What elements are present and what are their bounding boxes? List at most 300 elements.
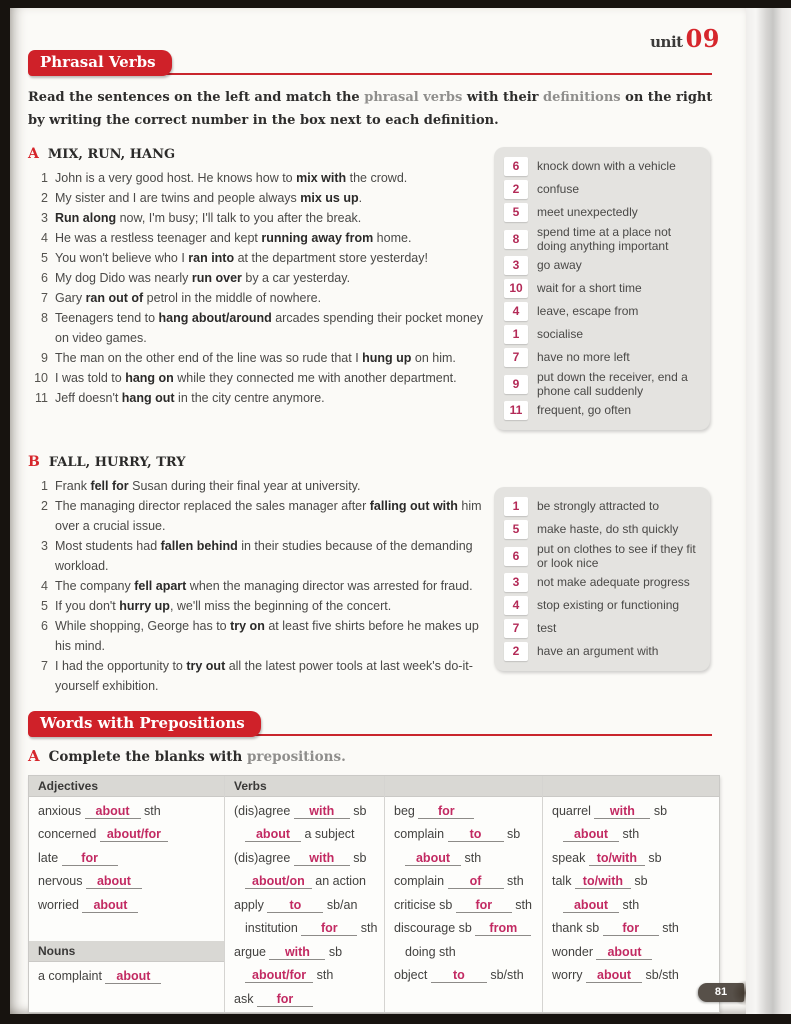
answer-number-box[interactable]: 1 bbox=[504, 325, 528, 344]
text-segment: try on bbox=[230, 618, 265, 633]
text-segment: sth bbox=[619, 897, 640, 912]
text-segment: definitions bbox=[543, 90, 621, 105]
preposition-entry bbox=[225, 847, 384, 894]
preposition-answer[interactable]: for bbox=[301, 921, 357, 936]
sentence-text bbox=[55, 348, 456, 368]
text-segment: hang on bbox=[125, 370, 174, 385]
preposition-entry bbox=[543, 917, 719, 941]
sentence-row bbox=[28, 388, 496, 408]
answer-number-box[interactable]: 5 bbox=[504, 203, 528, 222]
prepositions-exercise-heading bbox=[28, 747, 720, 765]
text-segment: (dis)agree bbox=[234, 803, 294, 818]
text-segment: sth bbox=[461, 850, 482, 865]
definition-text: leave, escape from bbox=[537, 304, 639, 319]
text-segment: sb bbox=[349, 850, 367, 865]
text-segment: hung up bbox=[362, 350, 412, 365]
sentence-number: 8 bbox=[41, 310, 48, 325]
definition-row bbox=[504, 225, 700, 254]
text-segment: institution bbox=[245, 921, 302, 935]
entry-line bbox=[38, 870, 218, 894]
section-mix-run-hang bbox=[28, 146, 720, 438]
text-segment: sb bbox=[630, 874, 648, 888]
sentence-row bbox=[28, 616, 496, 656]
sentence-text bbox=[55, 208, 361, 228]
text-segment: criticise sb bbox=[394, 897, 456, 912]
entry-line bbox=[38, 965, 218, 989]
preposition-answer[interactable]: to/with bbox=[589, 851, 645, 866]
table-header: Adjectives bbox=[29, 776, 224, 797]
sentence-number: 5 bbox=[41, 598, 48, 613]
text-segment: Complete the blanks with bbox=[48, 748, 247, 765]
preposition-answer[interactable]: from bbox=[475, 921, 531, 936]
preposition-answer[interactable]: about bbox=[596, 945, 652, 960]
definitions-box-b bbox=[494, 487, 710, 671]
sentence-number: 1 bbox=[41, 478, 48, 493]
text-segment: a complaint bbox=[38, 969, 106, 983]
text-segment: hang out bbox=[121, 390, 175, 405]
text-segment: sth bbox=[503, 874, 524, 888]
sentence-row bbox=[28, 536, 496, 576]
preposition-entry bbox=[29, 823, 224, 847]
definition-row bbox=[504, 156, 700, 178]
sentence-row bbox=[28, 596, 496, 616]
section-fall-hurry-try bbox=[28, 454, 720, 699]
sentence-text bbox=[55, 576, 473, 596]
text-segment: anxious bbox=[38, 803, 85, 818]
sentence-row bbox=[28, 368, 496, 388]
definitions-box-a bbox=[494, 147, 710, 430]
definition-row bbox=[504, 572, 700, 594]
preposition-answer[interactable]: about bbox=[82, 898, 138, 913]
text-segment: falling out with bbox=[369, 498, 458, 513]
table-header: Verbs bbox=[225, 776, 384, 797]
text-segment: complain bbox=[394, 827, 448, 841]
text-segment: sb bbox=[349, 803, 367, 818]
text-segment: sb bbox=[503, 827, 521, 841]
text-segment: The company bbox=[55, 578, 135, 593]
text-segment: prepositions. bbox=[246, 748, 346, 765]
sentence-text bbox=[55, 656, 496, 696]
preposition-entry bbox=[385, 870, 542, 894]
preposition-entry bbox=[225, 894, 384, 941]
entry-line bbox=[394, 964, 536, 988]
sentence-row bbox=[28, 476, 496, 496]
definition-row bbox=[504, 255, 700, 277]
words-with-prepositions-banner: Words with Prepositions bbox=[28, 711, 261, 737]
preposition-entry bbox=[543, 870, 719, 917]
definition-row bbox=[504, 179, 700, 201]
preposition-answer[interactable]: about bbox=[105, 969, 161, 984]
preposition-entry bbox=[385, 964, 542, 988]
prepositions-table bbox=[28, 775, 720, 1013]
text-segment: speak bbox=[552, 850, 589, 865]
text-segment: mix us up bbox=[300, 190, 359, 205]
entry-line bbox=[234, 870, 378, 894]
text-segment: sth bbox=[357, 921, 378, 935]
entry-line bbox=[552, 894, 713, 918]
definition-text: test bbox=[537, 621, 557, 636]
answer-number-box[interactable]: 7 bbox=[504, 348, 528, 367]
entry-line bbox=[234, 800, 378, 824]
preposition-answer[interactable]: with bbox=[294, 851, 350, 866]
preposition-answer[interactable]: with bbox=[269, 945, 325, 960]
sentence-text bbox=[55, 536, 496, 576]
entry-line bbox=[394, 941, 536, 965]
text-segment: in their studies because of the demanding workload. bbox=[55, 538, 473, 573]
preposition-answer[interactable]: of bbox=[448, 874, 504, 889]
text-segment: sth bbox=[511, 897, 532, 912]
definition-text: knock down with a vehicle bbox=[537, 159, 676, 174]
preposition-answer[interactable]: for bbox=[418, 804, 474, 819]
preposition-answer[interactable]: about/for bbox=[100, 827, 168, 842]
text-segment: at the department store yesterday! bbox=[234, 250, 428, 265]
entry-line bbox=[234, 941, 378, 965]
sentence-list-a bbox=[28, 168, 496, 408]
entry-line bbox=[394, 823, 536, 847]
preposition-answer[interactable]: for bbox=[456, 898, 512, 913]
text-segment: the crowd. bbox=[346, 170, 408, 185]
entry-line bbox=[552, 847, 713, 871]
preposition-entry bbox=[385, 917, 542, 964]
entry-line bbox=[394, 917, 536, 941]
sentence-number: 6 bbox=[41, 618, 48, 633]
preposition-entry bbox=[225, 941, 384, 988]
sentence-text bbox=[55, 596, 391, 616]
preposition-entry bbox=[29, 965, 224, 989]
answer-number-box[interactable]: 6 bbox=[504, 547, 528, 566]
definition-row bbox=[504, 301, 700, 323]
preposition-answer[interactable]: to bbox=[267, 898, 323, 913]
sentence-number: 4 bbox=[41, 578, 48, 593]
preposition-answer[interactable]: for bbox=[62, 851, 118, 866]
preposition-answer[interactable]: with bbox=[594, 804, 650, 819]
sentence-row bbox=[28, 228, 496, 248]
text-segment: argue bbox=[234, 944, 270, 959]
definition-row bbox=[504, 519, 700, 541]
table-column-adjectives-nouns bbox=[29, 776, 225, 1012]
exercise-a-letter: A bbox=[28, 746, 40, 765]
sentence-number: 11 bbox=[35, 390, 48, 405]
book-page-edge bbox=[746, 8, 791, 1014]
answer-number-box[interactable]: 8 bbox=[504, 230, 528, 249]
sentence-text bbox=[55, 248, 428, 268]
text-segment: doing sth bbox=[405, 944, 456, 959]
text-segment: sb/sth bbox=[642, 968, 679, 982]
sentence-number: 6 bbox=[41, 270, 48, 285]
sentence-text bbox=[55, 308, 496, 348]
text-segment: ran into bbox=[188, 250, 235, 265]
text-segment: Frank bbox=[55, 478, 91, 493]
definition-text: frequent, go often bbox=[537, 403, 632, 418]
answer-number-box[interactable]: 7 bbox=[504, 619, 528, 638]
text-segment: discourage sb bbox=[394, 921, 476, 935]
text-segment: Run along bbox=[55, 210, 117, 225]
text-segment: I had the opportunity to bbox=[55, 658, 187, 673]
table-column-verbs-3 bbox=[543, 776, 719, 1012]
text-segment: sth bbox=[313, 968, 334, 982]
preposition-answer[interactable]: for bbox=[257, 992, 313, 1007]
text-segment: try out bbox=[186, 658, 226, 673]
answer-number-box[interactable]: 3 bbox=[504, 573, 528, 592]
entry-line bbox=[234, 964, 378, 988]
text-segment: arcades spending their pocket money on video games. bbox=[55, 310, 483, 345]
sentence-text bbox=[55, 476, 360, 496]
text-segment: sth bbox=[619, 827, 640, 841]
preposition-answer[interactable]: about bbox=[563, 898, 619, 913]
text-segment: talk bbox=[552, 874, 575, 888]
sentence-row bbox=[28, 288, 496, 308]
text-segment: My sister and I are twins and people always bbox=[55, 190, 301, 205]
preposition-answer[interactable]: to bbox=[431, 968, 487, 983]
table-header: Nouns bbox=[29, 941, 224, 962]
section-b-heading bbox=[28, 454, 720, 470]
book-page bbox=[10, 8, 746, 1014]
text-segment: petrol in the middle of nowhere. bbox=[143, 290, 322, 305]
text-segment: sb bbox=[644, 850, 662, 865]
entry-line bbox=[394, 800, 536, 824]
sentence-text bbox=[55, 388, 325, 408]
preposition-answer[interactable]: about/for bbox=[245, 968, 313, 983]
text-segment: at least five shirts before he makes up his mind. bbox=[55, 618, 479, 653]
text-segment: ran out of bbox=[85, 290, 144, 305]
sentence-row bbox=[28, 188, 496, 208]
preposition-entry bbox=[29, 870, 224, 894]
text-segment: sb bbox=[650, 803, 668, 818]
definition-row bbox=[504, 542, 700, 571]
text-segment: an action bbox=[311, 874, 366, 888]
answer-number-box[interactable]: 4 bbox=[504, 302, 528, 321]
sentence-row bbox=[28, 576, 496, 596]
answer-number-box[interactable]: 2 bbox=[504, 642, 528, 661]
sentence-row bbox=[28, 656, 496, 696]
sentence-row bbox=[28, 308, 496, 348]
text-segment: concerned bbox=[38, 827, 100, 841]
text-segment: wonder bbox=[552, 944, 597, 959]
definition-text: go away bbox=[537, 258, 582, 273]
page-number-tab: 81 bbox=[698, 983, 744, 1002]
text-segment: run over bbox=[191, 270, 242, 285]
answer-number-box[interactable]: 5 bbox=[504, 520, 528, 539]
answer-number-box[interactable]: 9 bbox=[504, 375, 528, 394]
sentence-text bbox=[55, 368, 457, 388]
entry-line bbox=[38, 823, 218, 847]
preposition-entry bbox=[385, 894, 542, 918]
definition-row bbox=[504, 324, 700, 346]
answer-number-box[interactable]: 1 bbox=[504, 497, 528, 516]
entry-line bbox=[234, 917, 378, 941]
text-segment: in the city centre anymore. bbox=[174, 390, 325, 405]
text-segment: him over a crucial issue. bbox=[55, 498, 482, 533]
entry-line bbox=[552, 964, 713, 988]
sentence-text bbox=[55, 168, 407, 188]
text-segment: sb bbox=[325, 944, 343, 959]
definition-text: wait for a short time bbox=[537, 281, 642, 296]
entry-line bbox=[234, 894, 378, 918]
preposition-entry bbox=[543, 964, 719, 988]
preposition-entry bbox=[543, 847, 719, 871]
prepositions-instructions bbox=[49, 749, 346, 765]
text-segment: hurry up bbox=[119, 598, 170, 613]
text-segment: beg bbox=[394, 803, 419, 818]
preposition-entry bbox=[225, 800, 384, 847]
entry-line bbox=[552, 917, 713, 941]
sentence-list-b bbox=[28, 476, 496, 696]
text-segment: with their bbox=[462, 90, 544, 105]
entry-line bbox=[38, 800, 218, 824]
sentence-number: 7 bbox=[41, 658, 48, 673]
entry-line bbox=[38, 847, 218, 871]
text-segment: Jeff doesn't bbox=[55, 390, 122, 405]
text-segment: on him. bbox=[411, 350, 456, 365]
text-segment: thank sb bbox=[552, 921, 603, 935]
definition-text: not make adequate progress bbox=[537, 575, 690, 590]
definition-row bbox=[504, 496, 700, 518]
entry-line bbox=[394, 847, 536, 871]
entry-line bbox=[552, 823, 713, 847]
answer-number-box[interactable]: 2 bbox=[504, 180, 528, 199]
phrasal-verbs-instructions bbox=[28, 87, 720, 133]
preposition-answer[interactable]: about bbox=[563, 827, 619, 842]
sentence-row bbox=[28, 268, 496, 288]
text-segment: phrasal verbs bbox=[364, 90, 463, 105]
text-segment: While shopping, George has to bbox=[55, 618, 231, 633]
text-segment: John is a very good host. He knows how to bbox=[55, 170, 297, 185]
definition-text: be strongly attracted to bbox=[537, 499, 660, 514]
definition-row bbox=[504, 347, 700, 369]
preposition-entry bbox=[543, 941, 719, 965]
text-segment: object bbox=[394, 968, 431, 982]
preposition-answer[interactable]: about bbox=[245, 827, 301, 842]
text-segment: The managing director replaced the sales manager after bbox=[55, 498, 370, 513]
text-segment: now, I'm busy; I'll talk to you after the break. bbox=[116, 210, 362, 225]
sentence-row bbox=[28, 496, 496, 536]
preposition-answer[interactable]: about bbox=[405, 851, 461, 866]
entry-line bbox=[552, 941, 713, 965]
text-segment: fell for bbox=[90, 478, 129, 493]
section-b-title: FALL, HURRY, TRY bbox=[48, 454, 186, 470]
definition-text: have an argument with bbox=[537, 644, 659, 659]
phrasal-verbs-banner: Phrasal Verbs bbox=[28, 50, 172, 76]
sentence-text bbox=[55, 188, 362, 208]
definition-text: meet unexpectedly bbox=[537, 205, 638, 220]
preposition-entry bbox=[29, 847, 224, 871]
answer-number-box[interactable]: 6 bbox=[504, 157, 528, 176]
sentence-number: 10 bbox=[34, 370, 48, 385]
text-segment: fallen behind bbox=[160, 538, 238, 553]
text-segment: If you don't bbox=[55, 598, 120, 613]
text-segment: worry bbox=[552, 968, 587, 982]
section-b-letter: B bbox=[28, 453, 40, 470]
preposition-answer[interactable]: about bbox=[85, 804, 141, 819]
text-segment: (dis)agree bbox=[234, 850, 294, 865]
sentence-text bbox=[55, 616, 496, 656]
section-a-letter: A bbox=[28, 145, 39, 162]
answer-number-box[interactable]: 3 bbox=[504, 256, 528, 275]
text-segment: I was told to bbox=[55, 370, 126, 385]
preposition-answer[interactable]: about bbox=[86, 874, 142, 889]
definition-row bbox=[504, 400, 700, 422]
text-segment: complain bbox=[394, 874, 448, 888]
preposition-entry bbox=[29, 800, 224, 824]
sentence-text bbox=[55, 496, 496, 536]
preposition-entry bbox=[225, 988, 384, 1012]
sentence-row bbox=[28, 248, 496, 268]
answer-number-box[interactable]: 11 bbox=[504, 401, 528, 420]
unit-header bbox=[28, 8, 720, 53]
definition-row bbox=[504, 202, 700, 224]
definition-text: spend time at a place not doing anything important bbox=[537, 224, 672, 253]
text-segment: apply bbox=[234, 897, 268, 912]
sentence-number: 5 bbox=[41, 250, 48, 265]
text-segment: running away from bbox=[261, 230, 374, 245]
text-segment: quarrel bbox=[552, 803, 595, 818]
text-segment: The man on the other end of the line was so rude that I bbox=[55, 350, 363, 365]
sentence-number: 3 bbox=[41, 210, 48, 225]
text-segment: while they connected me with another department. bbox=[173, 370, 457, 385]
sentence-number: 4 bbox=[41, 230, 48, 245]
text-segment: You won't believe who I bbox=[55, 250, 189, 265]
table-column-verbs-1 bbox=[225, 776, 385, 1012]
text-segment: sb/sth bbox=[486, 968, 524, 982]
definition-row bbox=[504, 370, 700, 399]
text-segment: a subject bbox=[301, 827, 355, 841]
text-segment: fell apart bbox=[134, 578, 187, 593]
sentence-number: 1 bbox=[41, 170, 48, 185]
preposition-entry bbox=[29, 894, 224, 918]
preposition-entry bbox=[543, 800, 719, 847]
definition-text: confuse bbox=[537, 182, 580, 197]
preposition-answer[interactable]: about bbox=[586, 968, 642, 983]
section-a-title: MIX, RUN, HANG bbox=[47, 146, 176, 162]
text-segment: ask bbox=[234, 991, 257, 1006]
text-segment: Gary bbox=[55, 290, 86, 305]
definition-row bbox=[504, 641, 700, 663]
text-segment: Read the sentences on the left and match the bbox=[28, 90, 365, 105]
text-segment: . bbox=[358, 190, 363, 205]
entry-line bbox=[394, 894, 536, 918]
definition-text: stop existing or functioning bbox=[537, 598, 680, 613]
preposition-entry bbox=[385, 800, 542, 824]
text-segment: sb/an bbox=[323, 897, 358, 912]
words-with-prepositions-banner-row bbox=[28, 711, 720, 739]
definition-text: put on clothes to see if they fit or look nice bbox=[537, 541, 696, 570]
answer-number-box[interactable]: 10 bbox=[504, 279, 528, 298]
preposition-answer[interactable]: to/with bbox=[575, 874, 631, 889]
definition-row bbox=[504, 278, 700, 300]
definition-row bbox=[504, 595, 700, 617]
text-segment: hang about/around bbox=[158, 310, 272, 325]
sentence-number: 2 bbox=[41, 190, 48, 205]
sentence-text bbox=[55, 228, 411, 248]
sentence-number: 7 bbox=[41, 290, 48, 305]
sentence-text bbox=[55, 288, 321, 308]
preposition-answer[interactable]: with bbox=[294, 804, 350, 819]
text-segment: mix with bbox=[296, 170, 347, 185]
definition-text: have no more left bbox=[537, 350, 630, 365]
answer-number-box[interactable]: 4 bbox=[504, 596, 528, 615]
definition-row bbox=[504, 618, 700, 640]
table-column-verbs-2 bbox=[385, 776, 543, 1012]
text-segment: Most students had bbox=[55, 538, 161, 553]
preposition-answer[interactable]: to bbox=[448, 827, 504, 842]
text-segment: sth bbox=[140, 803, 161, 818]
table-header bbox=[543, 776, 719, 797]
text-segment: Susan during their final year at university. bbox=[128, 478, 361, 493]
unit-number: 09 bbox=[685, 24, 720, 53]
preposition-answer[interactable]: for bbox=[603, 921, 659, 936]
text-segment: My dog Dido was nearly bbox=[55, 270, 192, 285]
preposition-answer[interactable]: about/on bbox=[245, 874, 312, 889]
